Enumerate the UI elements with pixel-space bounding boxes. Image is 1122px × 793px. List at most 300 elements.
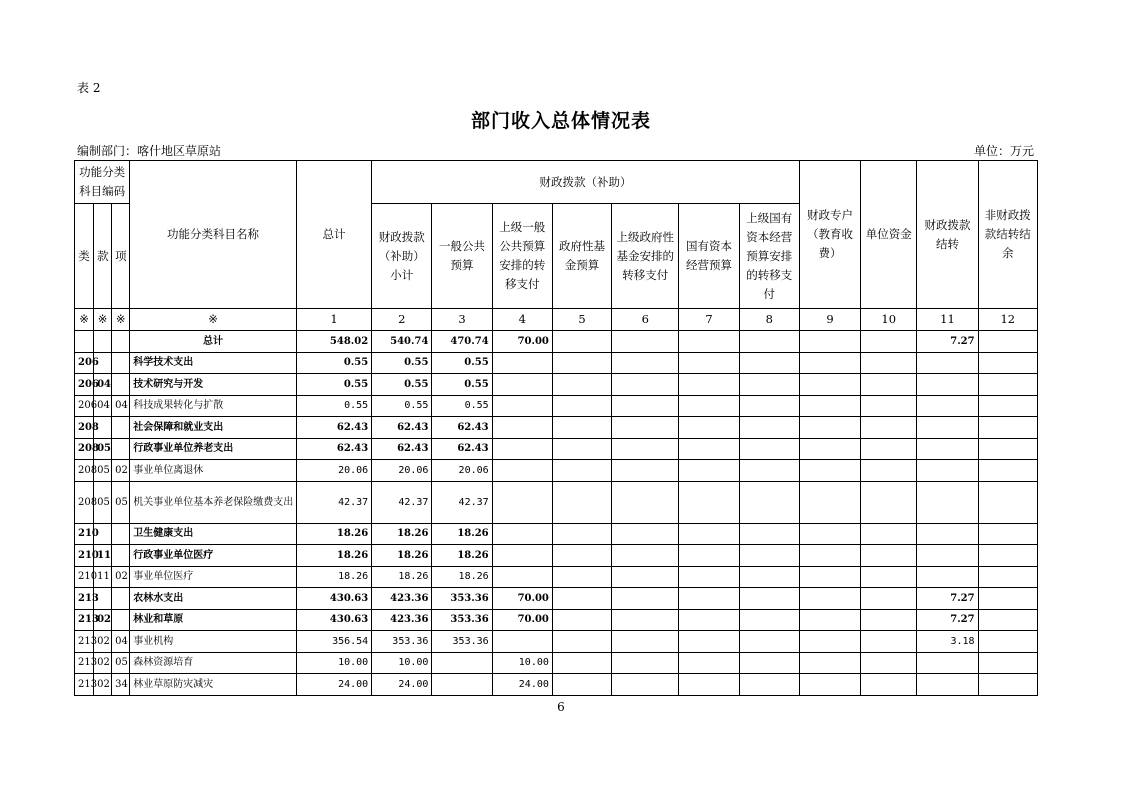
value-cell [679,523,739,545]
table-row [75,674,1038,696]
value-cell [492,417,552,439]
value-cell: 24.00 [492,674,552,696]
value-cell [799,352,860,374]
value-cell [492,460,552,482]
value-cell [799,652,860,674]
value-cell [492,523,552,545]
value-cell [612,523,679,545]
code-lei: 208 [75,460,94,482]
value-cell [917,374,978,396]
value-cell [978,460,1037,482]
value-cell [739,674,799,696]
value-cell [679,588,739,610]
table-row [75,460,1038,482]
table-row [75,652,1038,674]
value-cell [978,352,1037,374]
value-cell: 70.00 [492,331,552,353]
value-cell: 10.00 [492,652,552,674]
value-cell [917,395,978,417]
value-cell [917,566,978,588]
value-cell: 356.54 [296,631,371,653]
header-fiscal-carryover: 财政拨款结转 [917,161,978,309]
page-number: 6 [557,700,565,714]
value-cell [799,417,860,439]
value-cell: 62.43 [372,438,432,460]
value-cell [861,481,917,523]
code-xiang [112,588,130,610]
value-cell [917,460,978,482]
value-cell [432,652,492,674]
value-cell [861,438,917,460]
column-number: 4 [492,309,552,331]
value-cell [799,331,860,353]
table-row [75,352,1038,374]
value-cell: 10.00 [372,652,432,674]
code-lei [75,331,94,353]
value-cell [492,352,552,374]
value-cell: 0.55 [372,374,432,396]
value-cell [552,417,611,439]
value-cell [739,588,799,610]
value-cell [492,374,552,396]
value-cell [917,523,978,545]
value-cell [978,331,1037,353]
code-xiang: 05 [112,481,130,523]
value-cell [739,417,799,439]
mark-name: ※ [130,309,297,331]
value-cell [552,352,611,374]
table-row [75,331,1038,353]
value-cell [917,417,978,439]
item-name: 技术研究与开发 [130,374,297,396]
value-cell: 430.63 [296,588,371,610]
code-lei: 213 [75,652,94,674]
value-cell [739,331,799,353]
value-cell [739,523,799,545]
header-fiscal-group: 财政拨款（补助） [372,161,800,204]
value-cell [432,674,492,696]
item-name: 农林水支出 [130,588,297,610]
value-cell [552,609,611,631]
header-code-group: 功能分类科目编码 [75,161,130,204]
table-row [75,481,1038,523]
code-xiang: 04 [112,631,130,653]
income-summary-table [74,160,1038,696]
item-name: 事业机构 [130,631,297,653]
table-row [75,395,1038,417]
value-cell [552,481,611,523]
value-cell [552,652,611,674]
value-cell [679,395,739,417]
value-cell: 18.26 [296,523,371,545]
value-cell: 353.36 [432,631,492,653]
header-xiang: 项 [112,204,130,309]
value-cell: 20.06 [372,460,432,482]
code-lei: 213 [75,609,94,631]
code-xiang: 02 [112,460,130,482]
code-kuan: 02 [94,674,112,696]
value-cell [978,417,1037,439]
value-cell [799,460,860,482]
value-cell [552,331,611,353]
value-cell [861,460,917,482]
value-cell: 548.02 [296,331,371,353]
table-row [75,566,1038,588]
value-cell: 18.26 [432,566,492,588]
value-cell [612,674,679,696]
value-cell: 42.37 [296,481,371,523]
value-cell: 540.74 [372,331,432,353]
value-cell [917,652,978,674]
value-cell [917,674,978,696]
value-cell [861,523,917,545]
code-kuan: 02 [94,631,112,653]
value-cell [552,631,611,653]
value-cell [799,374,860,396]
value-cell [612,566,679,588]
code-xiang: 02 [112,566,130,588]
value-cell: 18.26 [432,545,492,567]
table-row [75,609,1038,631]
code-xiang [112,523,130,545]
value-cell [861,417,917,439]
value-cell [552,438,611,460]
value-cell: 24.00 [372,674,432,696]
code-xiang [112,352,130,374]
value-cell [799,523,860,545]
value-cell [799,674,860,696]
value-cell [861,674,917,696]
value-cell [799,609,860,631]
code-lei: 213 [75,631,94,653]
code-kuan: 11 [94,545,112,567]
value-cell [679,631,739,653]
unit-label: 单位：万元 [973,144,1034,158]
value-cell: 42.37 [432,481,492,523]
code-kuan: 02 [94,652,112,674]
value-cell [552,566,611,588]
code-xiang: 04 [112,395,130,417]
value-cell: 18.26 [372,566,432,588]
page-title: 部门收入总体情况表 [470,110,651,132]
code-xiang [112,331,130,353]
column-number: 11 [917,309,978,331]
header-name: 功能分类科目名称 [130,161,297,309]
item-name: 社会保障和就业支出 [130,417,297,439]
value-cell: 24.00 [296,674,371,696]
value-cell: 18.26 [432,523,492,545]
item-name: 事业单位离退休 [130,460,297,482]
column-number: 3 [432,309,492,331]
value-cell [679,417,739,439]
column-number: 10 [861,309,917,331]
value-cell [739,374,799,396]
item-name: 科学技术支出 [130,352,297,374]
column-number: 6 [612,309,679,331]
code-xiang [112,374,130,396]
value-cell [978,588,1037,610]
value-cell: 62.43 [432,417,492,439]
value-cell: 62.43 [296,438,371,460]
value-cell: 18.26 [372,545,432,567]
value-cell [739,438,799,460]
value-cell: 18.26 [296,566,371,588]
value-cell [861,331,917,353]
code-xiang: 05 [112,652,130,674]
value-cell [861,352,917,374]
value-cell [739,652,799,674]
value-cell [612,588,679,610]
value-cell [799,588,860,610]
value-cell [552,545,611,567]
mark-lei: ※ [75,309,94,331]
header-upper-gov-fund-transfer: 上级政府性基金安排的转移支付 [612,204,679,309]
column-number: 1 [296,309,371,331]
value-cell [612,481,679,523]
value-cell: 0.55 [432,374,492,396]
code-lei: 206 [75,352,94,374]
table-row [75,588,1038,610]
value-cell [739,395,799,417]
table-label: 表 2 [77,81,101,95]
value-cell: 7.27 [917,331,978,353]
value-cell [861,588,917,610]
code-kuan: 05 [94,438,112,460]
value-cell [552,523,611,545]
code-kuan: 04 [94,395,112,417]
column-number: 12 [978,309,1037,331]
value-cell [492,631,552,653]
header-special-fund: 财政专户（教育收费） [799,161,860,309]
header-non-fiscal-carryover: 非财政拨款结转结余 [978,161,1037,309]
value-cell [978,652,1037,674]
value-cell: 62.43 [432,438,492,460]
value-cell [679,374,739,396]
value-cell: 430.63 [296,609,371,631]
value-cell [739,566,799,588]
value-cell [612,609,679,631]
value-cell: 7.27 [917,588,978,610]
value-cell [679,652,739,674]
value-cell [861,609,917,631]
value-cell: 7.27 [917,609,978,631]
code-xiang [112,545,130,567]
mark-kuan: ※ [94,309,112,331]
code-kuan: 11 [94,566,112,588]
table-row [75,417,1038,439]
code-lei: 208 [75,438,94,460]
value-cell [861,395,917,417]
value-cell [612,460,679,482]
value-cell [612,545,679,567]
value-cell: 0.55 [296,395,371,417]
item-name: 总计 [130,331,297,353]
value-cell [978,631,1037,653]
value-cell [679,438,739,460]
column-number: 5 [552,309,611,331]
mark-xiang: ※ [112,309,130,331]
value-cell [799,481,860,523]
value-cell [612,352,679,374]
item-name: 林业和草原 [130,609,297,631]
table-row [75,631,1038,653]
value-cell [739,631,799,653]
value-cell [799,566,860,588]
value-cell [917,352,978,374]
value-cell: 353.36 [432,588,492,610]
code-kuan: 04 [94,374,112,396]
value-cell [739,460,799,482]
value-cell [861,374,917,396]
header-state-capital: 国有资本经营预算 [679,204,739,309]
value-cell: 3.18 [917,631,978,653]
item-name: 森林资源培育 [130,652,297,674]
value-cell [679,609,739,631]
value-cell: 20.06 [432,460,492,482]
value-cell [861,631,917,653]
value-cell [978,374,1037,396]
column-number: 7 [679,309,739,331]
code-xiang [112,438,130,460]
code-kuan: 05 [94,460,112,482]
value-cell: 62.43 [372,417,432,439]
value-cell [861,566,917,588]
code-lei: 208 [75,417,94,439]
value-cell [612,631,679,653]
code-lei: 206 [75,395,94,417]
value-cell [799,395,860,417]
value-cell: 20.06 [296,460,371,482]
item-name: 林业草原防灾减灾 [130,674,297,696]
value-cell [612,417,679,439]
value-cell [978,674,1037,696]
value-cell [492,545,552,567]
value-cell: 353.36 [372,631,432,653]
value-cell [492,395,552,417]
value-cell [552,460,611,482]
value-cell [739,352,799,374]
value-cell: 0.55 [432,395,492,417]
code-xiang: 34 [112,674,130,696]
value-cell [612,395,679,417]
value-cell [978,545,1037,567]
code-lei: 208 [75,481,94,523]
header-fiscal-subtotal: 财政拨款（补助）小计 [372,204,432,309]
code-xiang [112,417,130,439]
header-unit-fund: 单位资金 [861,161,917,309]
code-kuan: 05 [94,481,112,523]
header-total: 总计 [296,161,371,309]
table-row [75,545,1038,567]
value-cell [978,566,1037,588]
value-cell [978,438,1037,460]
column-number: 9 [799,309,860,331]
item-name: 行政事业单位养老支出 [130,438,297,460]
code-lei: 213 [75,588,94,610]
value-cell [492,438,552,460]
value-cell [799,438,860,460]
value-cell: 70.00 [492,588,552,610]
value-cell [799,631,860,653]
value-cell: 10.00 [296,652,371,674]
value-cell: 18.26 [372,523,432,545]
value-cell [739,609,799,631]
value-cell [978,523,1037,545]
value-cell [679,674,739,696]
value-cell [612,331,679,353]
header-gov-fund: 政府性基金预算 [552,204,611,309]
table-row [75,523,1038,545]
value-cell [612,652,679,674]
value-cell [799,545,860,567]
value-cell: 423.36 [372,609,432,631]
value-cell: 423.36 [372,588,432,610]
value-cell [978,609,1037,631]
value-cell [612,374,679,396]
value-cell [861,652,917,674]
value-cell [917,438,978,460]
value-cell [552,588,611,610]
value-cell [861,545,917,567]
value-cell [612,438,679,460]
org-label: 编制部门：喀什地区草原站 [77,144,222,158]
item-name: 机关事业单位基本养老保险缴费支出 [130,481,297,523]
header-upper-general-transfer: 上级一般公共预算安排的转移支付 [492,204,552,309]
value-cell: 70.00 [492,609,552,631]
value-cell: 0.55 [372,395,432,417]
code-kuan [94,331,112,353]
value-cell [739,545,799,567]
table-row [75,438,1038,460]
header-kuan: 款 [94,204,112,309]
item-name: 卫生健康支出 [130,523,297,545]
header-upper-state-capital-transfer: 上级国有资本经营预算安排的转移支付 [739,204,799,309]
value-cell [739,481,799,523]
value-cell [492,481,552,523]
code-kuan: 02 [94,609,112,631]
code-xiang [112,609,130,631]
code-lei: 210 [75,566,94,588]
value-cell: 0.55 [372,352,432,374]
value-cell [492,566,552,588]
value-cell: 0.55 [296,352,371,374]
code-lei: 210 [75,545,94,567]
value-cell: 353.36 [432,609,492,631]
value-cell [679,352,739,374]
value-cell [978,481,1037,523]
value-cell: 42.37 [372,481,432,523]
value-cell [679,460,739,482]
value-cell [679,566,739,588]
value-cell: 470.74 [432,331,492,353]
header-general-budget: 一般公共预算 [432,204,492,309]
value-cell: 62.43 [296,417,371,439]
item-name: 事业单位医疗 [130,566,297,588]
column-number: 8 [739,309,799,331]
value-cell [917,545,978,567]
header-lei: 类 [75,204,94,309]
code-lei: 210 [75,523,94,545]
value-cell: 0.55 [432,352,492,374]
value-cell [978,395,1037,417]
value-cell [552,674,611,696]
column-number: 2 [372,309,432,331]
value-cell: 18.26 [296,545,371,567]
value-cell [679,331,739,353]
value-cell: 0.55 [296,374,371,396]
value-cell [552,374,611,396]
code-lei: 206 [75,374,94,396]
